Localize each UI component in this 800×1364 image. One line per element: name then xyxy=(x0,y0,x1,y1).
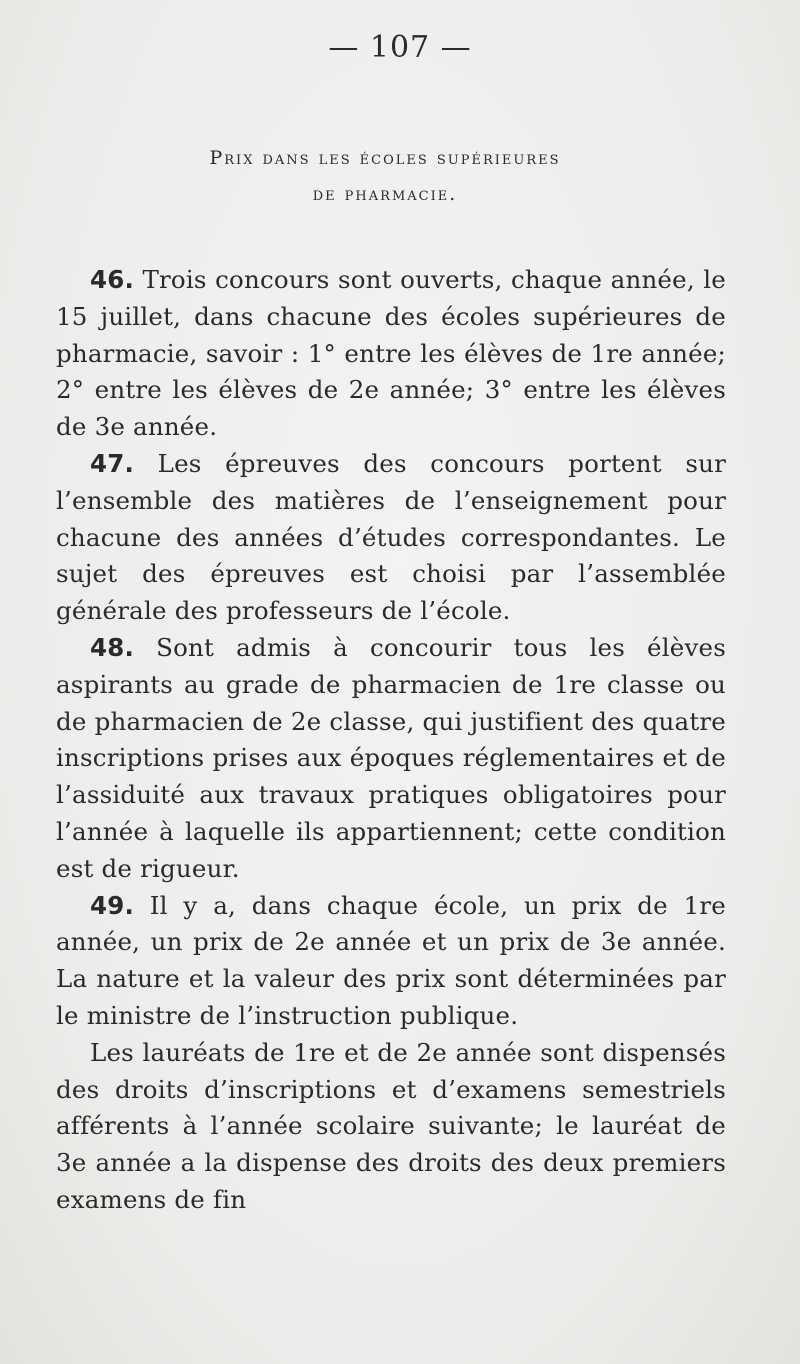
article-text: Sont admis à concourir tous les élèves aspirants au grade de pharmacien de 1re classe ou de pharmacien de 2e classe, qui justifient des quatre inscriptions prises aux époques réglementaires et de l’assiduité aux travaux pratiques obligatoires pour l’année à laquelle ils appartiennent; cette condition est de rigueur. xyxy=(56,632,726,883)
article-number: 46. xyxy=(90,265,135,294)
article-number: 48. xyxy=(90,632,135,662)
article-text: Il y a, dans chaque école, un prix de 1re année, un prix de 2e année et un prix de 3e année. La nature et la valeur des prix sont déterminées par le ministre de l’instruction publique. xyxy=(56,890,726,1030)
body-text xyxy=(56,262,726,1219)
page-number: — 107 — xyxy=(328,30,472,65)
article-49 xyxy=(56,888,726,1035)
article-48 xyxy=(56,630,726,888)
article-46 xyxy=(56,262,726,446)
final-paragraph: Les lauréats de 1re et de 2e année sont dispensés des droits d’inscriptions et d’examens semestriels afférents à l’année scolaire suivante; le lauréat de 3e année a la dispense des droits des deux premiers examens de fin xyxy=(56,1037,726,1214)
article-number: 47. xyxy=(90,448,135,478)
article-text: Trois concours sont ouverts, chaque année, le 15 juillet, dans chacune des écoles supérieures de pharmacie, savoir : 1° entre les élèves de 1re année; 2° entre les élèves de 2e année; 3° entre les élèves de 3e année. xyxy=(56,265,726,442)
heading-line-2: de pharmacie. xyxy=(312,183,458,205)
article-47 xyxy=(56,446,726,630)
heading-line-1: Prix dans les écoles supérieures xyxy=(209,147,561,169)
section-heading xyxy=(60,140,710,212)
article-number: 49. xyxy=(90,890,135,920)
article-text: Les épreuves des concours portent sur l’ensemble des matières de l’enseignement pour chacune des années d’études correspondantes. Le sujet des épreuves est choisi par l’assemblée générale des professeurs de l’école. xyxy=(56,448,726,626)
